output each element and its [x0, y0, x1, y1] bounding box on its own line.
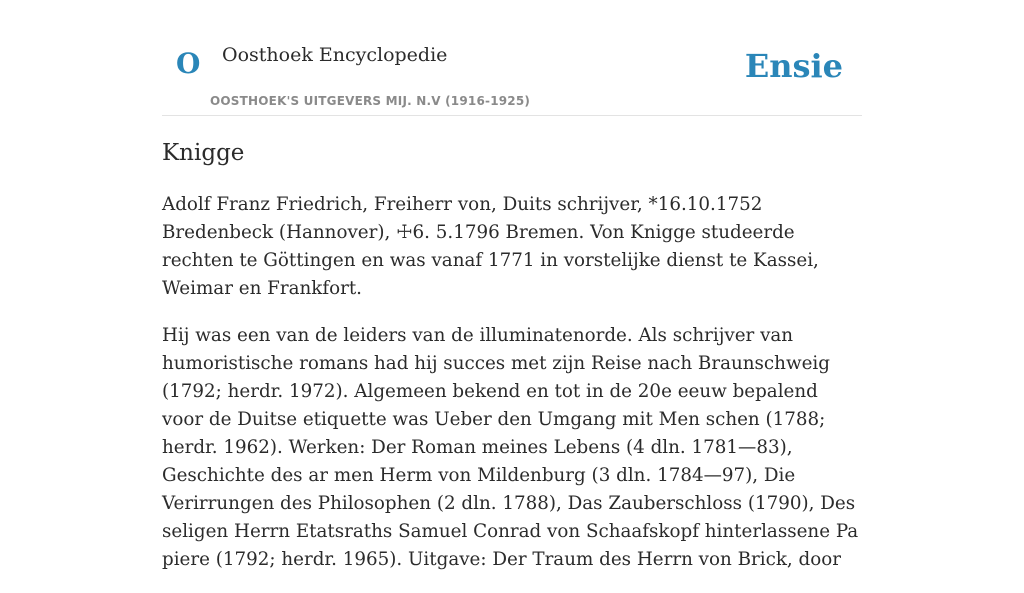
brand-logo-link[interactable]: Ensie	[744, 47, 843, 85]
site-subtitle: OOSTHOEK'S UITGEVERS MIJ. N.V (1916-1925)	[210, 94, 531, 108]
site-logo[interactable]: O	[176, 47, 201, 80]
site-header	[162, 0, 862, 116]
site-title-link[interactable]: Oosthoek Encyclopedie	[222, 44, 448, 66]
article-body	[162, 191, 862, 593]
article-paragraph: Adolf Franz Friedrich, Freiherr von, Duits schrijver, *16.10.1752 Bredenbeck (Hannover), ☩6. 5.1796 Bremen. Von Knigge studeerde rechten te Göttingen en was vanaf 1771 in vorstelijke dienst te Kassei, Weimar en Frankfort.	[162, 194, 819, 299]
article-paragraph: Hij was een van de leiders van de illuminatenorde. Als schrijver van humoristische romans had hij succes met zijn Reise nach Braunschweig (1792; herdr. 1972). Algemeen bekend en tot in de 20e eeuw bepalend voor de Duitse etiquette was Ueber den Umgang mit Men schen (1788; herdr. 1962). Werken: Der Roman meines Lebens (4 dln. 1781—83), Geschichte des ar men Herm von Mildenburg (3 dln. 1784—97), Die Verirrungen des Philosophen (2 dln. 1788), Das Zauberschloss (1790), Des seligen Herrn Etatsraths Samuel Conrad von Schaafskopf hinterlassene Pa piere (1792; herdr. 1965). Uitgave: Der Traum des Herrn von Brick, door	[162, 325, 859, 570]
article-title: Knigge	[162, 140, 245, 166]
page	[162, 0, 862, 570]
